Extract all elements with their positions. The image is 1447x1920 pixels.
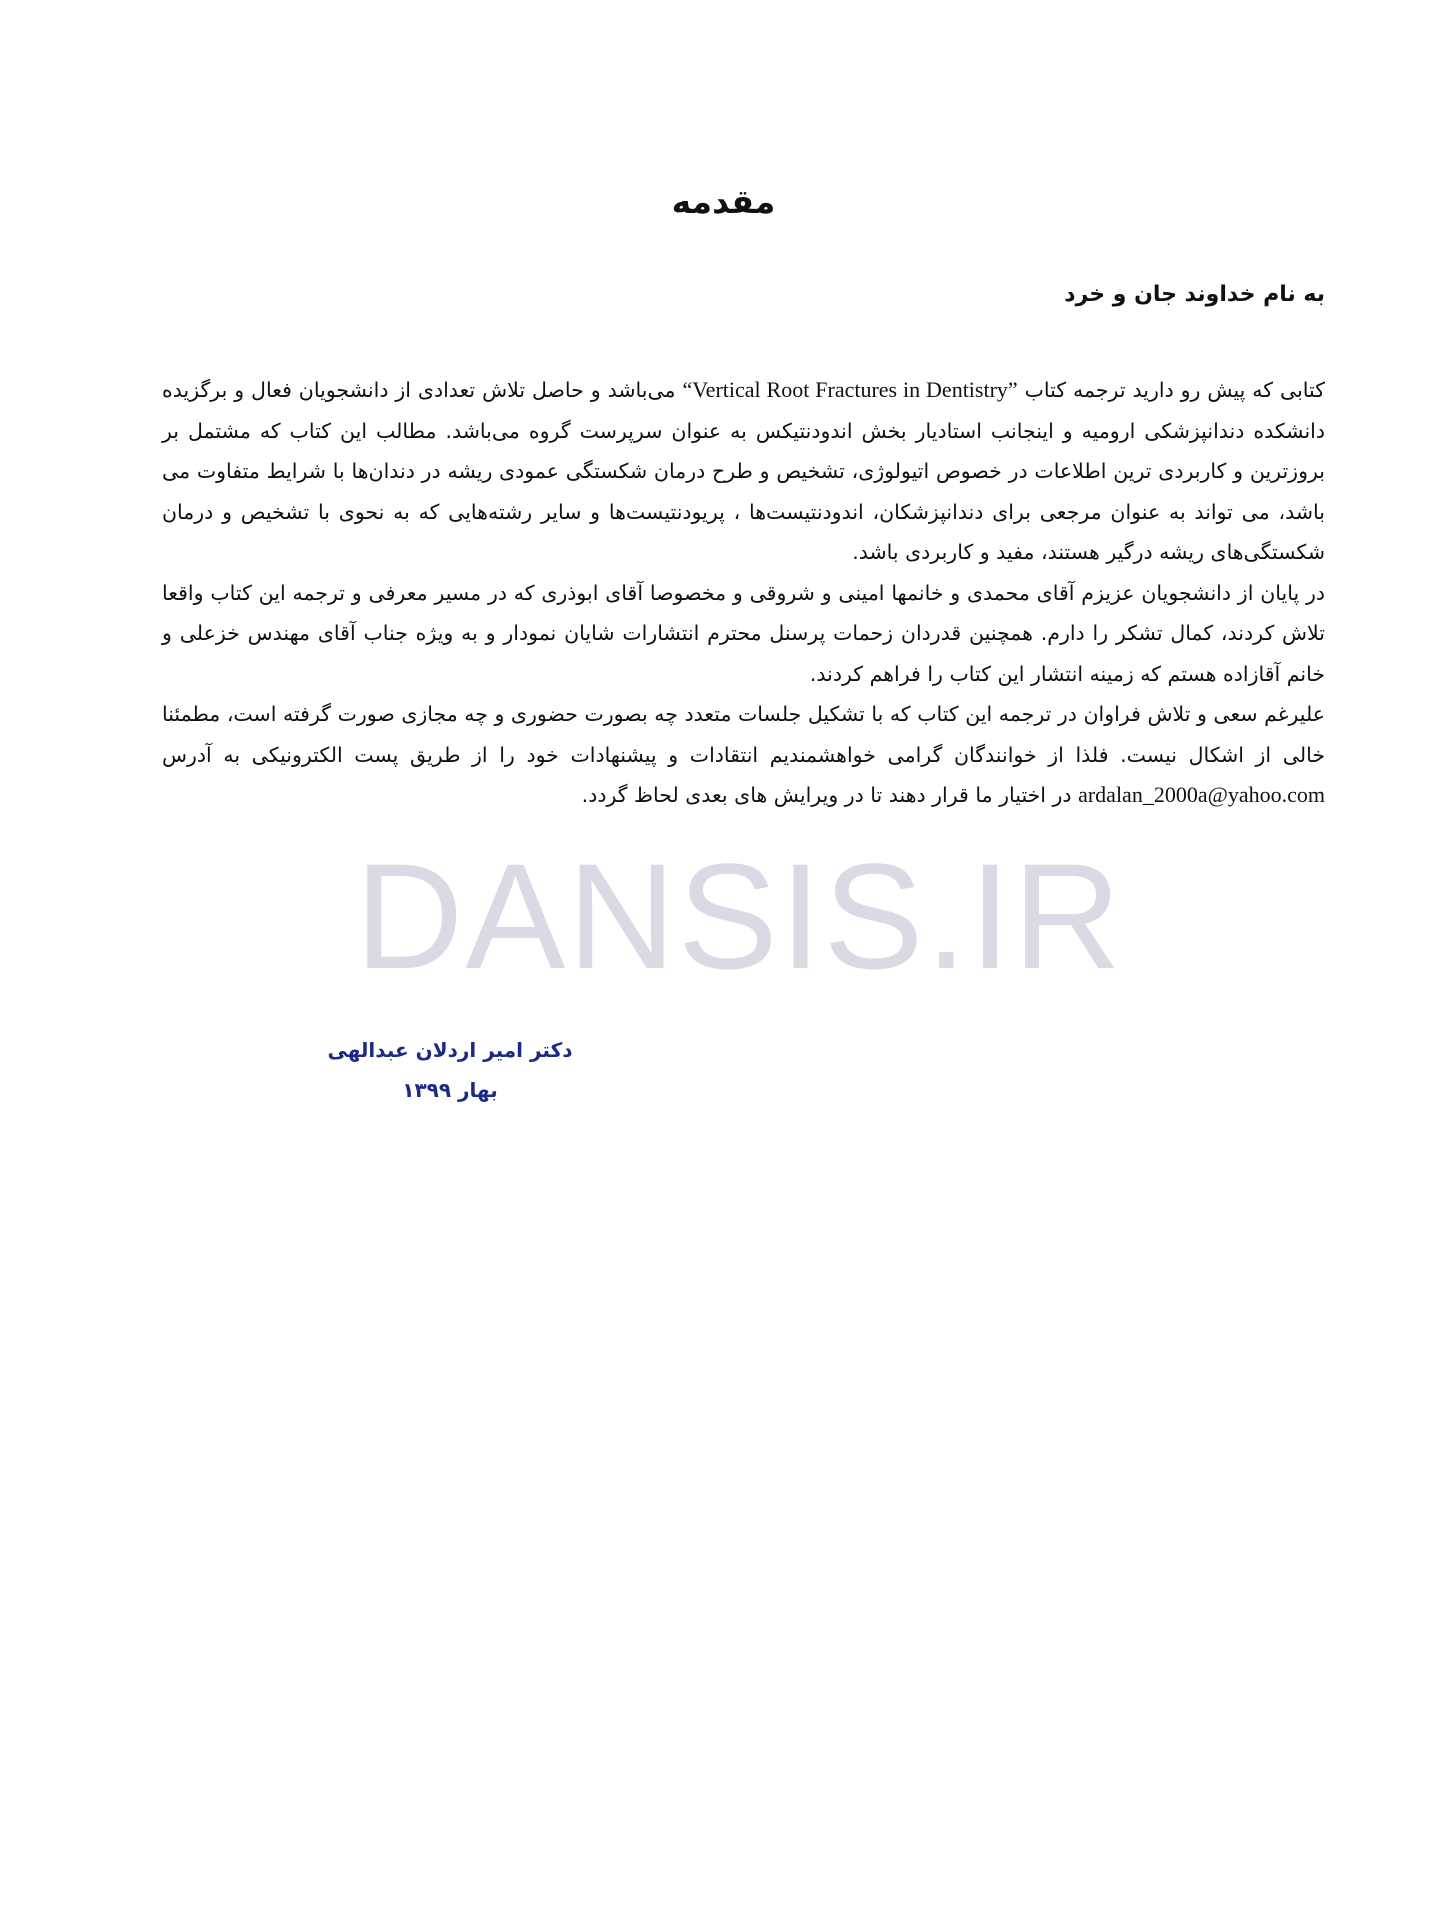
paragraph-feedback (162, 694, 1325, 816)
author-name: دکتر امیر اردلان عبدالهی (327, 1038, 573, 1062)
paragraph-acknowledgements: در پایان از دانشجویان عزیزم آقای محمدی و خانمها امینی و شروقی و مخصوصا آقای ابوذری که در مسیر معرفی و ترجمه این کتاب واقعا تلاش کردند، کمال تشکر را دارم. همچنین قدردان زحمات پرسنل محترم انتشارات شایان نمودار و به ویژه جناب آقای مهندس خزعلی و خانم آقازاده هستم که زمینه انتشار این کتاب را فراهم کردند. (162, 580, 1325, 686)
paragraph-feedback-end: در اختیار ما قرار دهند تا در ویرایش های بعدی لحاظ گردد. (581, 783, 1072, 807)
watermark: DANSIS.IR (355, 832, 1124, 1000)
body-text (162, 370, 1325, 816)
paragraph-intro-start: کتابی که پیش رو دارید ترجمه کتاب (1024, 378, 1325, 402)
paragraph-intro (162, 370, 1325, 573)
signature-date: بهار ۱۳۹۹ (402, 1078, 498, 1102)
signature-block (290, 1030, 610, 1110)
paragraph-feedback-start: علیرغم سعی و تلاش فراوان در ترجمه این کتاب که با تشکیل جلسات متعدد چه بصورت حضوری و چه مجازی صورت گرفته است، مطمئنا خالی از اشکال نیست. فلذا از خوانندگان گرامی خواهشمندیم انتقادات و پیشنهادات خود را از طریق پست الکترونیکی به آدرس (162, 702, 1325, 767)
email-address: ardalan_2000a@yahoo.com (1078, 782, 1325, 807)
book-title: “Vertical Root Fractures in Dentistry” (682, 377, 1018, 402)
paragraph-intro-rest: می‌باشد و حاصل تلاش تعدادی از دانشجویان فعال و برگزیده دانشکده دندانپزشکی ارومیه و اینجانب استادیار بخش اندودنتیکس به عنوان سرپرست گروه می‌باشد. مطالب این کتاب که مشتمل بر بروزترین و کاربردی ترین اطلاعات در خصوص اتیولوژی، تشخیص و طرح درمان شکستگی عمودی ریشه در دندان‌ها با شرایط متفاوت می باشد، می تواند به عنوان مرجعی برای دندانپزشکان، اندودنتیست‌ها ، پریودنتیست‌ها و سایر رشته‌هایی که به نحوی با تشخیص و درمان شکستگی‌های ریشه درگیر هستند، مفید و کاربردی باشد. (162, 378, 1325, 564)
page-title: مقدمه (671, 182, 776, 221)
invocation-line: به نام خداوند جان و خرد (1064, 282, 1325, 307)
